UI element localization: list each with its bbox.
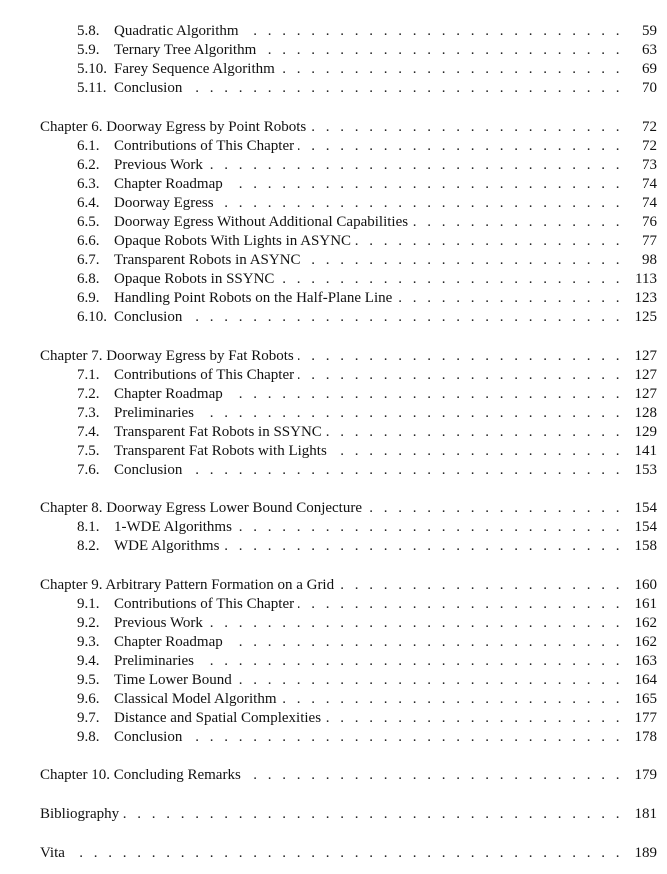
entry-title <box>40 844 623 863</box>
entry-title <box>40 805 623 824</box>
page-number: 127 <box>627 385 657 404</box>
section-number: 9.4. <box>77 653 100 669</box>
entry-title <box>114 366 623 385</box>
entry-title <box>114 289 623 308</box>
toc-section-entry[interactable] <box>0 633 667 652</box>
toc-section-entry[interactable] <box>0 366 667 385</box>
toc-section-entry[interactable] <box>0 404 667 423</box>
entry-title-text: Conclusion <box>114 729 186 745</box>
entry-title-text: Chapter Roadmap <box>114 634 227 650</box>
page-number: 74 <box>627 194 657 213</box>
entry-title <box>40 347 623 366</box>
page-number: 128 <box>627 404 657 423</box>
page-number: 127 <box>627 347 657 366</box>
toc-section-entry[interactable] <box>0 308 667 327</box>
entry-title <box>114 595 623 614</box>
section-number: 9.2. <box>77 615 100 631</box>
page-number: 72 <box>627 118 657 137</box>
section-number: 5.10. <box>77 61 107 77</box>
toc-section-entry[interactable] <box>0 709 667 728</box>
entry-title-text: Conclusion <box>114 80 186 96</box>
entry-title <box>114 652 623 671</box>
section-number: 6.10. <box>77 309 107 325</box>
entry-title-text: WDE Algorithms <box>114 538 223 554</box>
entry-title <box>114 41 623 60</box>
toc-section-entry[interactable] <box>0 690 667 709</box>
toc-chapter-entry[interactable] <box>0 576 667 595</box>
entry-title-text: Transparent Fat Robots in SSYNC <box>114 424 326 440</box>
entry-title-text: Chapter 7. Doorway Egress by Fat Robots <box>40 348 298 364</box>
entry-title-text: Contributions of This Chapter <box>114 138 298 154</box>
section-number: 9.3. <box>77 634 100 650</box>
toc-section-entry[interactable] <box>0 595 667 614</box>
toc-section-entry[interactable] <box>0 461 667 480</box>
entry-title <box>114 442 623 461</box>
entry-title-text: Contributions of This Chapter <box>114 367 298 383</box>
entry-title-text: Conclusion <box>114 309 186 325</box>
page-number: 123 <box>627 289 657 308</box>
entry-title-text: Contributions of This Chapter <box>114 596 298 612</box>
entry-title <box>40 766 623 785</box>
page-number: 98 <box>627 251 657 270</box>
toc-chapter-entry[interactable] <box>0 766 667 785</box>
entry-title <box>114 423 623 442</box>
section-number: 7.5. <box>77 443 100 459</box>
toc-section-entry[interactable] <box>0 652 667 671</box>
page-number: 77 <box>627 232 657 251</box>
entry-title <box>114 308 623 327</box>
entry-title-text: Quadratic Algorithm <box>114 23 243 39</box>
entry-title-text: Handling Point Robots on the Half-Plane Line <box>114 290 396 306</box>
entry-title <box>114 194 623 213</box>
section-number: 5.11. <box>77 80 107 96</box>
entry-title-text: Bibliography <box>40 806 123 822</box>
entry-title <box>114 404 623 423</box>
entry-title-text: Vita <box>40 845 69 861</box>
page-number: 154 <box>627 499 657 518</box>
entry-title-text: Doorway Egress Without Additional Capabilities <box>114 214 412 230</box>
entry-title-text: Opaque Robots With Lights in ASYNC <box>114 233 355 249</box>
page-number: 189 <box>627 844 657 863</box>
section-number: 9.5. <box>77 672 100 688</box>
entry-title <box>114 137 623 156</box>
page-number: 164 <box>627 671 657 690</box>
section-number: 7.1. <box>77 367 100 383</box>
page-number: 74 <box>627 175 657 194</box>
toc-chapter-entry[interactable] <box>0 118 667 137</box>
page-number: 129 <box>627 423 657 442</box>
entry-title-text: Previous Work <box>114 157 207 173</box>
toc-section-entry[interactable] <box>0 728 667 747</box>
entry-title <box>114 671 623 690</box>
entry-title-text: Transparent Robots in ASYNC <box>114 252 305 268</box>
entry-title-text: Chapter Roadmap <box>114 176 227 192</box>
entry-title <box>40 576 623 595</box>
entry-title <box>114 22 623 41</box>
section-number: 6.4. <box>77 195 100 211</box>
section-number: 7.4. <box>77 424 100 440</box>
toc-chapter-entry[interactable] <box>0 499 667 518</box>
page-number: 158 <box>627 537 657 556</box>
entry-title-text: Previous Work <box>114 615 207 631</box>
page-number: 177 <box>627 709 657 728</box>
entry-title-text: Preliminaries <box>114 405 198 421</box>
page-number: 162 <box>627 614 657 633</box>
entry-title <box>114 79 623 98</box>
page-number: 178 <box>627 728 657 747</box>
entry-title <box>40 499 623 518</box>
toc-section-entry[interactable] <box>0 518 667 537</box>
entry-title-text: Doorway Egress <box>114 195 218 211</box>
page-number: 113 <box>627 270 657 289</box>
entry-title-text: Chapter 8. Doorway Egress Lower Bound Conjecture <box>40 500 366 516</box>
entry-title-text: Preliminaries <box>114 653 198 669</box>
entry-title <box>114 251 623 270</box>
entry-title <box>114 156 623 175</box>
page-number: 69 <box>627 60 657 79</box>
entry-title-text: Conclusion <box>114 462 186 478</box>
section-number: 8.1. <box>77 519 100 535</box>
section-number: 9.7. <box>77 710 100 726</box>
page-number: 72 <box>627 137 657 156</box>
entry-title <box>114 709 623 728</box>
toc-section-entry[interactable] <box>0 41 667 60</box>
page-number: 127 <box>627 366 657 385</box>
section-number: 9.8. <box>77 729 100 745</box>
entry-title-text: Ternary Tree Algorithm <box>114 42 260 58</box>
toc-section-entry[interactable] <box>0 671 667 690</box>
entry-title-text: Chapter 10. Concluding Remarks <box>40 767 245 783</box>
section-number: 6.2. <box>77 157 100 173</box>
section-number: 9.1. <box>77 596 100 612</box>
entry-title-text: Chapter 9. Arbitrary Pattern Formation on a Grid <box>40 577 338 593</box>
page-number: 76 <box>627 213 657 232</box>
section-number: 7.3. <box>77 405 100 421</box>
entry-title <box>40 118 623 137</box>
section-number: 6.7. <box>77 252 100 268</box>
entry-title <box>114 461 623 480</box>
toc-section-entry[interactable] <box>0 385 667 404</box>
page-number: 73 <box>627 156 657 175</box>
entry-title <box>114 690 623 709</box>
section-number: 7.6. <box>77 462 100 478</box>
toc-section-entry[interactable] <box>0 60 667 79</box>
entry-title <box>114 518 623 537</box>
page-number: 181 <box>627 805 657 824</box>
page-number: 163 <box>627 652 657 671</box>
toc-section-entry[interactable] <box>0 614 667 633</box>
toc-chapter-entry[interactable] <box>0 347 667 366</box>
toc-section-entry[interactable] <box>0 194 667 213</box>
entry-title-text: Chapter 6. Doorway Egress by Point Robots <box>40 119 310 135</box>
toc-section-entry[interactable] <box>0 79 667 98</box>
page-number: 162 <box>627 633 657 652</box>
entry-title-text: Distance and Spatial Complexities <box>114 710 325 726</box>
toc-section-entry[interactable] <box>0 137 667 156</box>
entry-title-text: Time Lower Bound <box>114 672 236 688</box>
section-number: 6.8. <box>77 271 100 287</box>
section-number: 8.2. <box>77 538 100 554</box>
entry-title <box>114 537 623 556</box>
section-number: 7.2. <box>77 386 100 402</box>
page-number: 179 <box>627 766 657 785</box>
entry-title <box>114 614 623 633</box>
toc-section-entry[interactable] <box>0 442 667 461</box>
toc-section-entry[interactable] <box>0 22 667 41</box>
entry-title-text: Chapter Roadmap <box>114 386 227 402</box>
entry-title <box>114 213 623 232</box>
page-number: 125 <box>627 308 657 327</box>
entry-title <box>114 175 623 194</box>
page-number: 153 <box>627 461 657 480</box>
entry-title-text: Farey Sequence Algorithm <box>114 61 279 77</box>
section-number: 5.9. <box>77 42 100 58</box>
toc-section-entry[interactable] <box>0 213 667 232</box>
entry-title-text: Classical Model Algorithm <box>114 691 281 707</box>
toc-section-entry[interactable] <box>0 423 667 442</box>
entry-title <box>114 232 623 251</box>
section-number: 6.1. <box>77 138 100 154</box>
toc-section-entry[interactable] <box>0 251 667 270</box>
page-number: 63 <box>627 41 657 60</box>
page-number: 154 <box>627 518 657 537</box>
toc-section-entry[interactable] <box>0 232 667 251</box>
page-number: 141 <box>627 442 657 461</box>
page-number: 165 <box>627 690 657 709</box>
toc-section-entry[interactable] <box>0 289 667 308</box>
section-number: 6.6. <box>77 233 100 249</box>
section-number: 6.5. <box>77 214 100 230</box>
page-number: 160 <box>627 576 657 595</box>
entry-title-text: 1-WDE Algorithms <box>114 519 236 535</box>
entry-title-text: Opaque Robots in SSYNC <box>114 271 278 287</box>
page-number: 70 <box>627 79 657 98</box>
section-number: 9.6. <box>77 691 100 707</box>
section-number: 6.9. <box>77 290 100 306</box>
toc-section-entry[interactable] <box>0 270 667 289</box>
section-number: 6.3. <box>77 176 100 192</box>
page-number: 59 <box>627 22 657 41</box>
entry-title <box>114 270 623 289</box>
entry-title <box>114 633 623 652</box>
page-number: 161 <box>627 595 657 614</box>
toc-section-entry[interactable] <box>0 175 667 194</box>
toc-section-entry[interactable] <box>0 156 667 175</box>
toc-chapter-entry[interactable] <box>0 844 667 863</box>
toc-chapter-entry[interactable] <box>0 805 667 824</box>
entry-title <box>114 728 623 747</box>
toc-section-entry[interactable] <box>0 537 667 556</box>
section-number: 5.8. <box>77 23 100 39</box>
entry-title <box>114 385 623 404</box>
entry-title-text: Transparent Fat Robots with Lights <box>114 443 331 459</box>
entry-title <box>114 60 623 79</box>
